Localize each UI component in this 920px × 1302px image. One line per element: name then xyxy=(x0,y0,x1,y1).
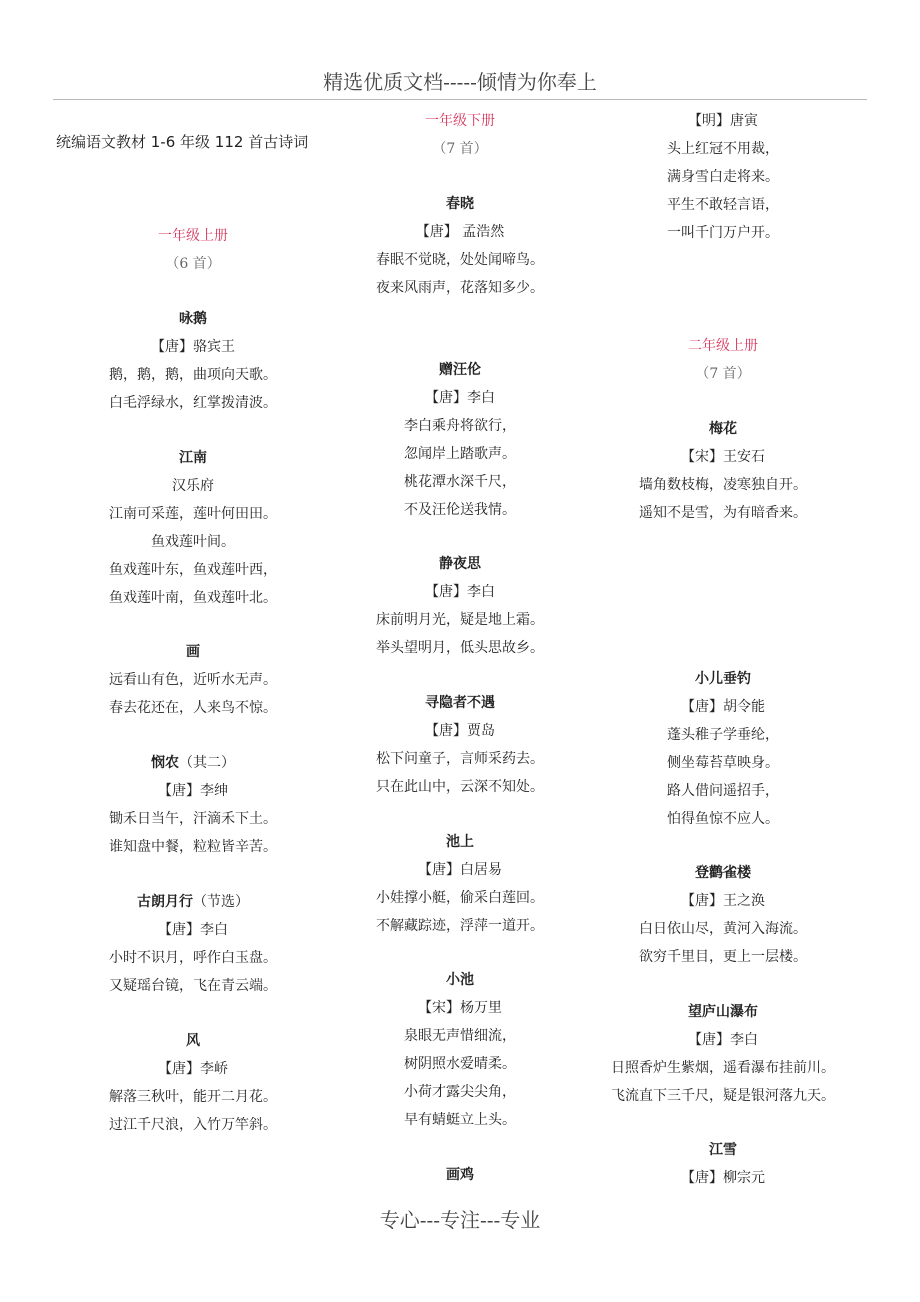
poem-title: 梅花 xyxy=(709,421,737,437)
poem-count: （7 首） xyxy=(432,141,488,157)
poem-title: 登鹳雀楼 xyxy=(695,865,751,881)
grade-heading: 一年级上册 xyxy=(158,228,228,244)
poem-title: 春晓 xyxy=(446,196,474,212)
poem-author: 汉乐府 xyxy=(172,478,214,494)
page-header: 精选优质文档-----倾情为你奉上 xyxy=(323,70,597,94)
poem-line: 春眠不觉晓，处处闻啼鸟。 xyxy=(376,252,544,268)
poem-line: 鱼戏莲叶间。 xyxy=(151,534,235,550)
poem-line: 松下问童子，言师采药去。 xyxy=(376,751,544,767)
poem-title-note: （节选） xyxy=(193,894,249,910)
poem-author: 【唐】白居易 xyxy=(418,862,502,878)
poem-line: 白日依山尽，黄河入海流。 xyxy=(639,921,807,937)
poem-line: 忽闻岸上踏歌声。 xyxy=(404,446,516,462)
poem-author: 【唐】李峤 xyxy=(158,1061,228,1077)
poem-author: 【宋】王安石 xyxy=(681,449,765,465)
poem-count: （6 首） xyxy=(165,256,221,272)
poem-line: 谁知盘中餐，粒粒皆辛苦。 xyxy=(109,839,277,855)
poem-line: 鹅，鹅，鹅，曲项向天歌。 xyxy=(109,367,277,383)
poem-line: 不及汪伦送我情。 xyxy=(404,502,516,518)
poem-line: 一叫千门万户开。 xyxy=(667,225,779,241)
poem-line: 又疑瑶台镜，飞在青云端。 xyxy=(109,978,277,994)
poem-line: 泉眼无声惜细流， xyxy=(404,1028,516,1044)
poem-author: 【宋】杨万里 xyxy=(418,1000,502,1016)
poem-line: 床前明月光，疑是地上霜。 xyxy=(376,612,544,628)
poem-line: 遥知不是雪，为有暗香来。 xyxy=(639,505,807,521)
poem-title: 悯农（其二） xyxy=(151,755,235,771)
poem-title: 赠汪伦 xyxy=(439,362,481,378)
poem-line: 白毛浮绿水，红掌拨清波。 xyxy=(109,395,277,411)
poem-line: 早有蜻蜓立上头。 xyxy=(404,1112,516,1128)
poem-title: 静夜思 xyxy=(439,556,481,572)
poem-line: 侧坐莓苔草映身。 xyxy=(667,755,779,771)
poem-title: 画 xyxy=(186,644,200,660)
poem-title: 古朗月行（节选） xyxy=(137,894,249,910)
poem-line: 春去花还在，人来鸟不惊。 xyxy=(109,700,277,716)
poem-line: 锄禾日当午，汗滴禾下土。 xyxy=(109,811,277,827)
poem-title: 风 xyxy=(186,1033,200,1049)
poem-line: 只在此山中，云深不知处。 xyxy=(376,779,544,795)
poem-author: 【唐】柳宗元 xyxy=(681,1170,765,1186)
poem-title: 望庐山瀑布 xyxy=(688,1004,758,1020)
poem-author: 【唐】李白 xyxy=(158,922,228,938)
poem-line: 解落三秋叶，能开二月花。 xyxy=(109,1089,277,1105)
poem-line: 李白乘舟将欲行， xyxy=(404,418,516,434)
poem-title: 池上 xyxy=(446,834,474,850)
poem-author: 【唐】 孟浩然 xyxy=(415,224,505,240)
poem-author: 【唐】贾岛 xyxy=(425,723,495,739)
poem-line: 日照香炉生紫烟，遥看瀑布挂前川。 xyxy=(611,1060,835,1076)
poem-title: 寻隐者不遇 xyxy=(425,695,495,711)
poem-author: 【唐】胡令能 xyxy=(681,699,765,715)
poem-line: 举头望明月，低头思故乡。 xyxy=(376,640,544,656)
poem-title: 小儿垂钓 xyxy=(695,671,751,687)
grade-heading: 一年级下册 xyxy=(425,113,495,129)
poem-author: 【唐】李白 xyxy=(688,1032,758,1048)
poem-line: 怕得鱼惊不应人。 xyxy=(667,811,779,827)
poem-line: 鱼戏莲叶南，鱼戏莲叶北。 xyxy=(109,590,277,606)
poem-line: 墙角数枝梅，凌寒独自开。 xyxy=(639,477,807,493)
page-footer: 专心---专注---专业 xyxy=(379,1208,541,1232)
poem-title: 咏鹅 xyxy=(179,311,207,327)
poem-line: 路人借问遥招手， xyxy=(667,783,779,799)
poem-line: 欲穷千里目，更上一层楼。 xyxy=(639,949,807,965)
poem-count: （7 首） xyxy=(695,366,751,382)
header-divider xyxy=(53,99,867,100)
poem-line: 小时不识月，呼作白玉盘。 xyxy=(109,950,277,966)
poem-title-note: （其二） xyxy=(179,755,235,771)
poem-line: 夜来风雨声，花落知多少。 xyxy=(376,280,544,296)
poem-author: 【明】唐寅 xyxy=(688,113,758,129)
poem-line: 鱼戏莲叶东，鱼戏莲叶西， xyxy=(109,562,277,578)
poem-author: 【唐】骆宾王 xyxy=(151,339,235,355)
poem-author: 【唐】李白 xyxy=(425,390,495,406)
poem-line: 头上红冠不用裁， xyxy=(667,141,779,157)
poem-line: 小荷才露尖尖角， xyxy=(404,1084,516,1100)
poem-line: 蓬头稚子学垂纶， xyxy=(667,727,779,743)
poem-line: 江南可采莲，莲叶何田田。 xyxy=(109,506,277,522)
poem-author: 【唐】李白 xyxy=(425,584,495,600)
grade-heading: 二年级上册 xyxy=(688,338,758,354)
poem-line: 远看山有色，近听水无声。 xyxy=(109,672,277,688)
poem-line: 树阴照水爱晴柔。 xyxy=(404,1056,516,1072)
poem-line: 小娃撑小艇，偷采白莲回。 xyxy=(376,890,544,906)
poem-title: 小池 xyxy=(446,972,474,988)
poem-line: 满身雪白走将来。 xyxy=(667,169,779,185)
poem-title: 江南 xyxy=(179,450,207,466)
poem-author: 【唐】李绅 xyxy=(158,783,228,799)
document-title: 统编语文教材 1-6 年级 112 首古诗词 xyxy=(56,133,309,151)
poem-line: 平生不敢轻言语， xyxy=(667,197,779,213)
poem-line: 不解藏踪迹，浮萍一道开。 xyxy=(376,918,544,934)
poem-line: 过江千尺浪，入竹万竿斜。 xyxy=(109,1117,277,1133)
poem-line: 桃花潭水深千尺， xyxy=(404,474,516,490)
poem-author: 【唐】王之涣 xyxy=(681,893,765,909)
poem-title: 画鸡 xyxy=(446,1167,474,1183)
poem-title: 江雪 xyxy=(709,1142,737,1158)
poem-line: 飞流直下三千尺，疑是银河落九天。 xyxy=(611,1088,835,1104)
